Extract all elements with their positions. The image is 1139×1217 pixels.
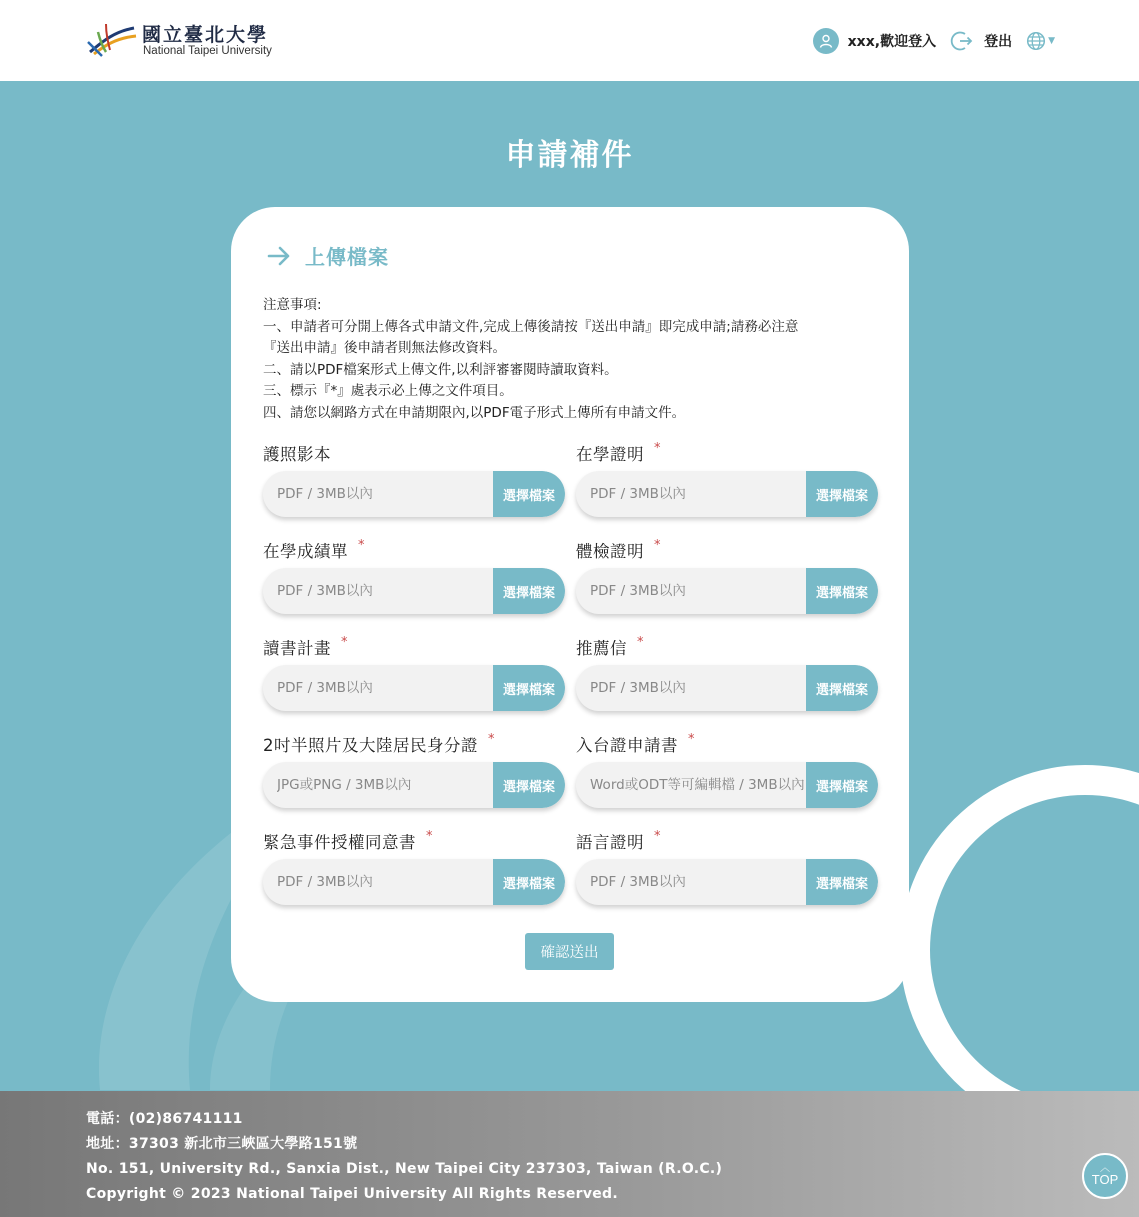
file-path-input[interactable] bbox=[263, 568, 495, 614]
field-emergency-consent bbox=[263, 829, 565, 892]
logout-icon[interactable] bbox=[950, 29, 974, 53]
required-mark: * bbox=[341, 635, 348, 650]
required-mark: * bbox=[358, 538, 365, 553]
back-to-top-label: TOP bbox=[1091, 1172, 1119, 1187]
field-label: 入台證申請書 bbox=[576, 736, 678, 755]
footer-address-zh: 地址：37303 新北市三峽區大學路151號 bbox=[86, 1136, 358, 1152]
file-upload-box bbox=[263, 471, 565, 517]
language-caret-icon[interactable]: ▼ bbox=[1048, 36, 1055, 46]
file-upload-box bbox=[576, 471, 878, 517]
file-path-input[interactable] bbox=[576, 762, 808, 808]
file-upload-box bbox=[576, 859, 878, 905]
choose-file-button[interactable]: 選擇檔案 bbox=[493, 665, 565, 711]
user-greeting: xxx,歡迎登入 bbox=[847, 34, 937, 50]
site-footer bbox=[0, 1091, 1139, 1217]
section-header bbox=[265, 241, 389, 270]
footer-phone: 電話：(02)86741111 bbox=[86, 1111, 243, 1127]
field-recommendation-letter bbox=[576, 635, 878, 698]
logo-text-en: National Taipei University bbox=[143, 45, 272, 57]
field-passport bbox=[263, 441, 565, 504]
upload-card bbox=[231, 207, 909, 1002]
field-language-certificate bbox=[576, 829, 878, 892]
file-path-input[interactable] bbox=[263, 859, 495, 905]
field-label: 護照影本 bbox=[263, 445, 331, 464]
field-label: 2吋半照片及大陸居民身分證 bbox=[263, 736, 478, 755]
file-upload-box bbox=[576, 665, 878, 711]
arrow-right-icon bbox=[265, 242, 293, 270]
field-label: 體檢證明 bbox=[576, 542, 644, 561]
field-enrollment-certificate bbox=[576, 441, 878, 504]
note-line: 二、請以PDF檔案形式上傳文件,以利評審審閱時讀取資料。 bbox=[263, 361, 618, 378]
section-title: 上傳檔案 bbox=[305, 245, 389, 269]
file-upload-box bbox=[263, 762, 565, 808]
field-label: 推薦信 bbox=[576, 639, 627, 658]
required-mark: * bbox=[426, 829, 433, 844]
file-path-input[interactable] bbox=[263, 665, 495, 711]
footer-copyright: Copyright © 2023 National Taipei University All Rights Reserved. bbox=[86, 1186, 618, 1202]
file-upload-box bbox=[263, 859, 565, 905]
required-mark: * bbox=[654, 829, 661, 844]
required-mark: * bbox=[654, 538, 661, 553]
file-upload-box bbox=[576, 568, 878, 614]
required-mark: * bbox=[488, 732, 495, 747]
logo-text-zh: 國立臺北大學 bbox=[142, 24, 269, 46]
choose-file-button[interactable]: 選擇檔案 bbox=[493, 859, 565, 905]
chevron-up-icon: ︿ bbox=[1100, 1163, 1110, 1174]
footer-address-en: No. 151, University Rd., Sanxia Dist., New Taipei City 237303, Taiwan (R.O.C.) bbox=[86, 1161, 723, 1177]
choose-file-button[interactable]: 選擇檔案 bbox=[806, 762, 878, 808]
required-mark: * bbox=[637, 635, 644, 650]
file-upload-box bbox=[576, 762, 878, 808]
file-upload-box bbox=[263, 665, 565, 711]
note-line: 三、標示『*』處表示必上傳之文件項目。 bbox=[263, 383, 513, 399]
page-title: 申請補件 bbox=[505, 138, 634, 173]
submit-button[interactable]: 確認送出 bbox=[525, 933, 614, 970]
choose-file-button[interactable]: 選擇檔案 bbox=[806, 859, 878, 905]
choose-file-button[interactable]: 選擇檔案 bbox=[806, 568, 878, 614]
field-label: 在學證明 bbox=[576, 445, 644, 464]
globe-icon[interactable] bbox=[1026, 31, 1046, 51]
note-line: 『送出申請』後申請者則無法修改資料。 bbox=[263, 340, 506, 356]
note-line: 一、申請者可分開上傳各式申請文件,完成上傳後請按『送出申請』即完成申請;請務必注意 bbox=[263, 318, 799, 335]
choose-file-button[interactable]: 選擇檔案 bbox=[806, 665, 878, 711]
choose-file-button[interactable]: 選擇檔案 bbox=[493, 568, 565, 614]
file-path-input[interactable] bbox=[576, 665, 808, 711]
file-path-input[interactable] bbox=[576, 568, 808, 614]
choose-file-button[interactable]: 選擇檔案 bbox=[806, 471, 878, 517]
field-health-certificate bbox=[576, 538, 878, 601]
file-path-input[interactable] bbox=[263, 762, 495, 808]
ring-decoration bbox=[900, 765, 1139, 1135]
field-label: 讀書計畫 bbox=[263, 639, 331, 658]
university-logo[interactable] bbox=[86, 18, 296, 62]
required-mark: * bbox=[654, 441, 661, 456]
user-area bbox=[813, 27, 1055, 55]
choose-file-button[interactable]: 選擇檔案 bbox=[493, 471, 565, 517]
field-transcript bbox=[263, 538, 565, 601]
user-icon bbox=[813, 28, 839, 54]
logo-mark-icon bbox=[86, 22, 138, 58]
file-path-input[interactable] bbox=[576, 859, 808, 905]
logout-link[interactable]: 登出 bbox=[984, 34, 1013, 50]
field-photo-id bbox=[263, 732, 565, 795]
back-to-top-button[interactable] bbox=[1082, 1153, 1128, 1199]
choose-file-button[interactable]: 選擇檔案 bbox=[493, 762, 565, 808]
notes-block bbox=[263, 295, 883, 424]
file-path-input[interactable] bbox=[263, 471, 495, 517]
field-label: 語言證明 bbox=[576, 833, 644, 852]
note-line: 四、請您以網路方式在申請期限內,以PDF電子形式上傳所有申請文件。 bbox=[263, 404, 686, 421]
field-label: 在學成績單 bbox=[263, 542, 348, 561]
field-entry-permit-application bbox=[576, 732, 878, 795]
site-header bbox=[0, 0, 1139, 81]
field-label: 緊急事件授權同意書 bbox=[263, 833, 416, 852]
file-path-input[interactable] bbox=[576, 471, 808, 517]
note-line: 注意事項: bbox=[263, 297, 322, 313]
required-mark: * bbox=[688, 732, 695, 747]
footer-info bbox=[86, 1107, 722, 1207]
field-study-plan bbox=[263, 635, 565, 698]
file-upload-box bbox=[263, 568, 565, 614]
